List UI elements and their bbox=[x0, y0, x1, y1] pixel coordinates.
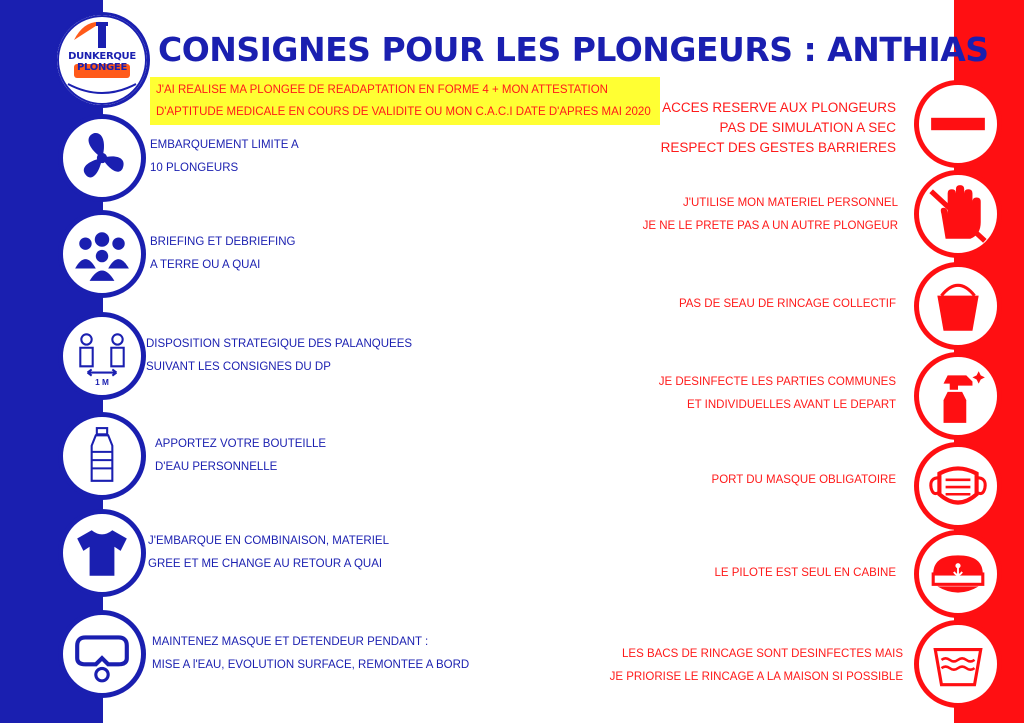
right-item-5-text bbox=[712, 469, 896, 492]
left-item-2-text bbox=[150, 231, 295, 277]
left-item-5-line1: J'EMBARQUE EN COMBINAISON, MATERIEL bbox=[148, 535, 389, 547]
left-item-3-line1: DISPOSITION STRATEGIQUE DES PALANQUEES bbox=[146, 338, 413, 350]
rinse-tub-icon bbox=[914, 620, 1002, 708]
left-item-5-text bbox=[148, 530, 389, 576]
left-item-3-line2: SUIVANT LES CONSIGNES DU DP bbox=[146, 361, 331, 373]
bottle-icon bbox=[58, 412, 146, 500]
left-item-6-line1: MAINTENEZ MASQUE ET DETENDEUR PENDANT : bbox=[152, 636, 429, 648]
group-icon bbox=[58, 210, 146, 298]
left-item-4-line1: APPORTEZ VOTRE BOUTEILLE bbox=[155, 438, 327, 450]
right-item-6-text bbox=[714, 562, 896, 585]
captain-hat-icon bbox=[914, 530, 1002, 618]
notice-line-1: J'AI REALISE MA PLONGEE DE READAPTATION EN FORME 4 + MON ATTESTATION bbox=[156, 84, 608, 96]
face-mask-icon bbox=[914, 442, 1002, 530]
right-item-2-line2: JE NE LE PRETE PAS A UN AUTRE PLONGEUR bbox=[642, 220, 898, 232]
right-item-3-line1: PAS DE SEAU DE RINCAGE COLLECTIF bbox=[678, 298, 896, 310]
left-item-2-line2: A TERRE OU A QUAI bbox=[150, 259, 261, 271]
left-item-1-line2: 10 PLONGEURS bbox=[150, 162, 239, 174]
dive-mask-icon bbox=[58, 610, 146, 698]
right-item-6-line1: LE PILOTE EST SEUL EN CABINE bbox=[714, 567, 896, 579]
left-item-1-text bbox=[150, 134, 299, 180]
left-item-1-line1: EMBARQUEMENT LIMITE A bbox=[150, 139, 299, 151]
right-item-4-line1: JE DESINFECTE LES PARTIES COMMUNES bbox=[658, 376, 896, 388]
right-item-2-line1: J'UTILISE MON MATERIEL PERSONNEL bbox=[683, 197, 898, 209]
left-item-6-text bbox=[152, 631, 469, 677]
tshirt-icon bbox=[58, 509, 146, 597]
left-item-5-line2: GREE ET ME CHANGE AU RETOUR A QUAI bbox=[148, 558, 383, 570]
notice-box bbox=[150, 77, 660, 125]
right-item-4-line2: ET INDIVIDUELLES AVANT LE DEPART bbox=[687, 399, 896, 411]
propeller-icon bbox=[58, 114, 146, 202]
right-item-7-line2: JE PRIORISE LE RINCAGE A LA MAISON SI POSSIBLE bbox=[609, 671, 903, 683]
notice-line-2: D'APTITUDE MEDICALE EN COURS DE VALIDITE OU MON C.A.C.I DATE D'APRES MAI 2020 bbox=[156, 106, 651, 118]
left-item-6-line2: MISE A l'EAU, EVOLUTION SURFACE, REMONTEE A BORD bbox=[152, 659, 470, 671]
right-item-1-text bbox=[661, 98, 896, 158]
no-entry-icon bbox=[914, 80, 1002, 168]
left-item-4-line2: D'EAU PERSONNELLE bbox=[155, 461, 278, 473]
club-logo bbox=[54, 12, 150, 108]
right-item-1-line2: PAS DE SIMULATION A SEC bbox=[719, 120, 896, 135]
left-item-4-text bbox=[155, 433, 326, 479]
right-item-7-text bbox=[610, 643, 903, 689]
left-item-3-text bbox=[146, 333, 412, 379]
right-item-2-text bbox=[643, 192, 898, 238]
no-hand-icon bbox=[914, 170, 1002, 258]
page-title: CONSIGNES POUR LES PLONGEURS : ANTHIAS bbox=[158, 30, 989, 69]
right-item-3-text bbox=[679, 293, 896, 316]
right-item-5-line1: PORT DU MASQUE OBLIGATOIRE bbox=[711, 474, 896, 486]
right-item-4-text bbox=[659, 371, 896, 417]
left-item-2-line1: BRIEFING ET DEBRIEFING bbox=[150, 236, 296, 248]
logo-text: DUNKERQUE PLONGEE bbox=[68, 51, 136, 73]
right-item-1-line3: RESPECT DES GESTES BARRIERES bbox=[660, 140, 896, 155]
distance-icon bbox=[58, 312, 146, 400]
right-item-1-line1: ACCES RESERVE AUX PLONGEURS bbox=[662, 100, 896, 115]
distance-label: 1 M bbox=[95, 377, 109, 387]
spray-bottle-icon bbox=[914, 352, 1002, 440]
bucket-icon bbox=[914, 262, 1002, 350]
right-item-7-line1: LES BACS DE RINCAGE SONT DESINFECTES MAIS bbox=[622, 648, 903, 660]
